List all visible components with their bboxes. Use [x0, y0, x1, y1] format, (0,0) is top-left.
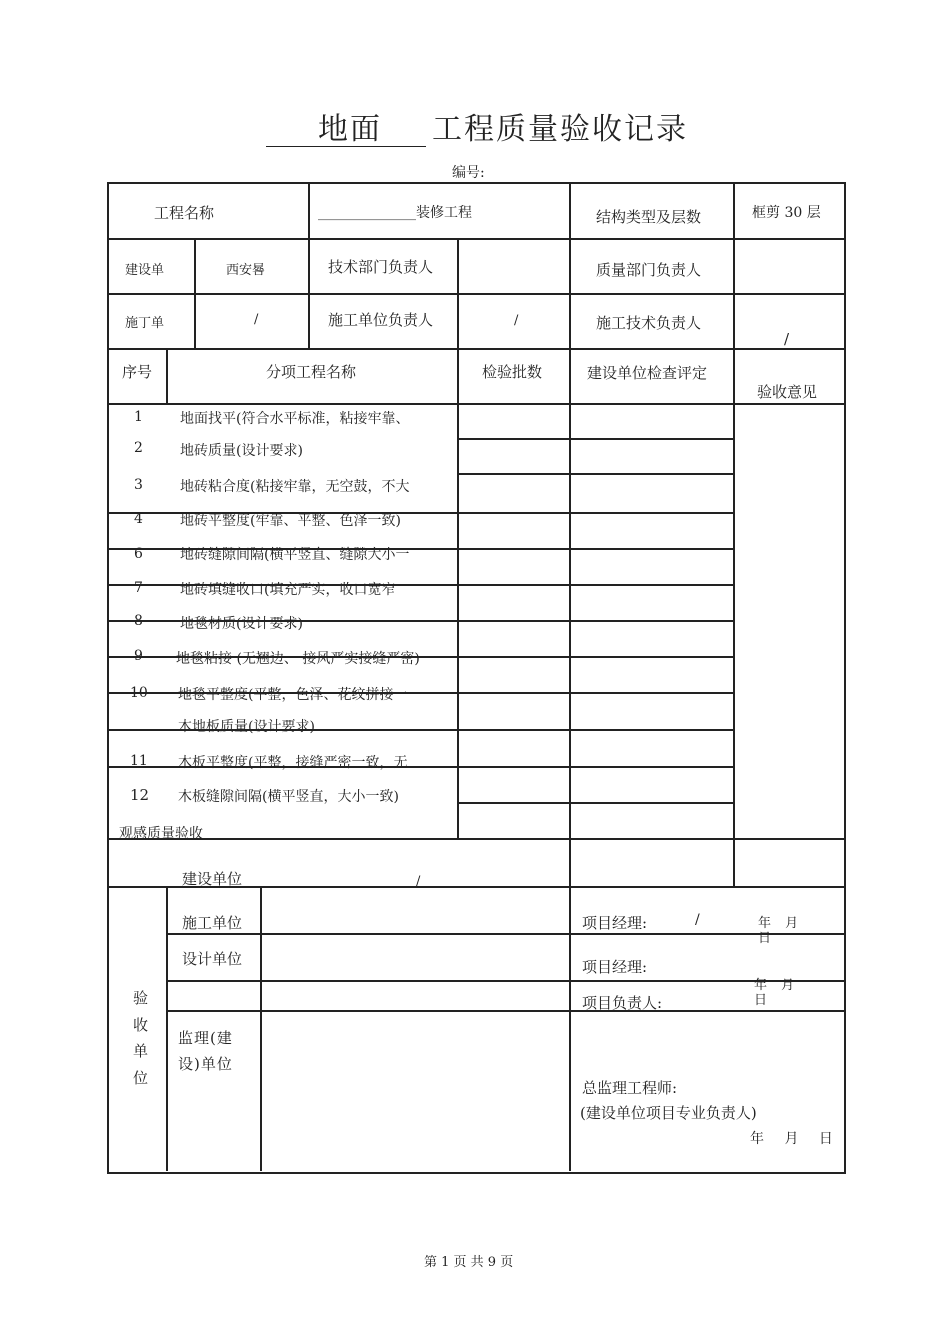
acceptance-unit-char-1: 验 [133, 989, 149, 1007]
acceptance-unit-char-4: 位 [133, 1069, 149, 1087]
appearance-label: 观感质量验收 [119, 826, 203, 842]
contractor-head-label: 施工单位负责人 [328, 311, 434, 329]
hline [458, 473, 733, 475]
vline [166, 348, 168, 404]
structure-value: 框剪 30 层 [752, 205, 821, 221]
item-no: 8 [134, 613, 143, 629]
vline [166, 886, 168, 1171]
item-name: 木板平整度(平整，接缝严密一致，无 [178, 755, 408, 771]
acceptance-unit-char-2: 收 [133, 1016, 149, 1034]
vline [733, 182, 735, 887]
owner-project-head-label: (建设单位项目专业负责人) [580, 1104, 757, 1122]
contractor-value: / [254, 312, 259, 327]
contractor-tech-value: / [784, 330, 790, 348]
item-no: 12 [130, 786, 150, 804]
item-name: 地砖粘合度(粘接牢靠，无空鼓，不大 [180, 479, 410, 495]
item-name: 地砖填缝收口(填充严实，收口宽窄 [180, 582, 396, 598]
contractor-label: 施丁单 [125, 316, 165, 331]
vline [569, 182, 571, 404]
record-table [107, 182, 846, 1174]
hline [166, 980, 844, 982]
owner-unit-label: 建设单位 [182, 870, 243, 888]
item-name: 地毯粘接 (无翘边、 接风严实接缝严密) [176, 651, 420, 667]
vline [569, 403, 571, 839]
date-3: 年 月 日 [750, 1131, 833, 1147]
col-no-header: 序号 [122, 363, 153, 381]
item-name: 地毯平整度(平整，色泽、花纹拼接一 [178, 687, 408, 703]
vline [308, 182, 310, 349]
item-no: 10 [130, 685, 148, 701]
hline [166, 1010, 844, 1012]
item-name: 木地板质量(设计要求) [178, 719, 315, 735]
doc-number-label: 编号: [452, 165, 485, 181]
hline [458, 802, 733, 804]
hline [458, 438, 733, 440]
tech-dept-label: 技术部门负责人 [328, 258, 434, 276]
acceptance-unit-char-3: 单 [133, 1042, 149, 1060]
vline [194, 238, 196, 349]
owner-unit-slash: / [416, 874, 421, 889]
col-opinion-header: 验收意见 [757, 383, 818, 401]
chief-engineer-label: 总监理工程师: [582, 1079, 678, 1097]
item-no: 1 [134, 409, 143, 425]
item-name: 地砖缝隙间隔(横平竖直、缝隙大小一 [180, 547, 410, 563]
date-2: 年 月 日 [754, 978, 795, 1008]
design-unit-label: 设计单位 [182, 950, 243, 968]
vline [569, 886, 571, 1171]
vline [569, 838, 571, 886]
contractor-unit-label: 施工单位 [182, 914, 243, 932]
item-no: 11 [130, 753, 148, 769]
contractor-tech-label: 施工技术负责人 [596, 314, 702, 332]
item-name: 地砖平整度(牢靠、平整、色泽一致) [180, 513, 401, 529]
item-name: 地面找平(符合水平标准，粘接牢靠、 [180, 411, 410, 427]
col-item-header: 分项工程名称 [266, 363, 357, 381]
owner-value: 西安晷 [226, 263, 266, 278]
pm2-label: 项目经理: [582, 958, 648, 976]
col-batches-header: 检验批数 [482, 363, 543, 381]
title-underline [266, 146, 426, 147]
project-head-label: 项目负责人: [582, 994, 663, 1012]
item-no: 7 [134, 580, 143, 596]
date-1: 年 月 日 [758, 916, 799, 946]
item-name: 木板缝隙间隔(横平竖直，大小一致) [178, 789, 399, 805]
title-subject: 地面 [318, 112, 382, 147]
item-name: 地毯材质(设计要求) [180, 616, 303, 632]
item-no: 3 [134, 477, 143, 493]
title-main: 工程质量验收记录 [432, 112, 688, 147]
item-no: 6 [134, 546, 143, 562]
page-footer: 第 1 页 共 9 页 [424, 1255, 514, 1270]
item-no: 9 [134, 648, 143, 664]
col-owner-eval-header: 建设单位检查评定 [587, 364, 708, 382]
project-name-label: 工程名称 [154, 204, 215, 222]
vline [260, 886, 262, 1171]
pm-label: 项目经理: [582, 914, 648, 932]
supervision-unit-label-2: 设)单位 [178, 1055, 233, 1073]
item-name: 地砖质量(设计要求) [180, 443, 303, 459]
item-no: 2 [134, 440, 143, 456]
quality-dept-label: 质量部门负责人 [596, 261, 702, 279]
vline [457, 238, 459, 839]
owner-label: 建设单 [125, 263, 165, 278]
project-name-value: ______________装修工程 [318, 205, 472, 221]
structure-label: 结构类型及层数 [596, 208, 702, 226]
hline [166, 933, 844, 935]
supervision-unit-label-1: 监理(建 [178, 1029, 233, 1047]
item-no: 4 [134, 511, 143, 527]
pm-slash: / [695, 912, 700, 928]
contractor-head-value: / [514, 313, 519, 328]
